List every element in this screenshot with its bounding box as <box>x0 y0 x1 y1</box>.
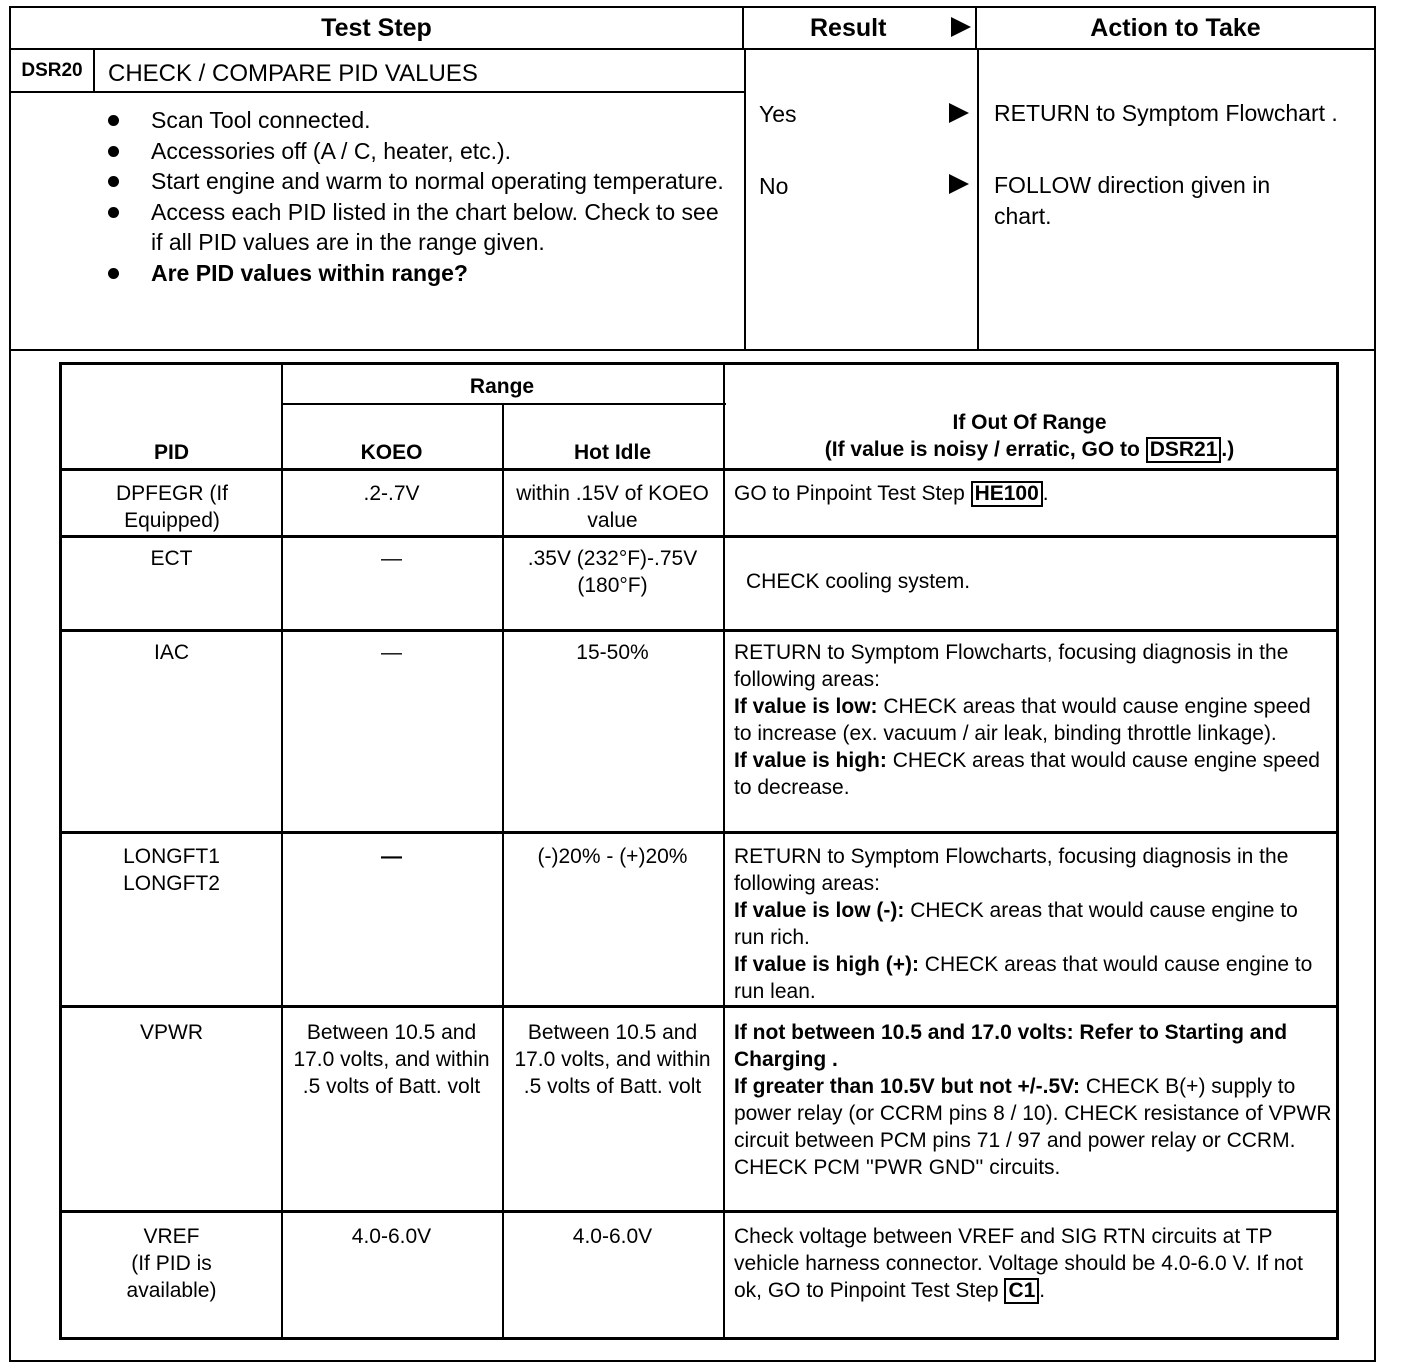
result-column-divider <box>744 50 746 349</box>
high-text: CHECK areas that would cause engine speed to decrease. <box>734 749 1320 799</box>
action-vpwr-greater <box>734 1073 1332 1181</box>
action-vref <box>734 1223 1332 1304</box>
hot-idle-dpfegr: within .15V of KOEO value <box>516 482 709 532</box>
greater-text: CHECK B(+) supply to power relay (or CCRM pins 8 / 10). CHECK resistance of VPWR circuit between PCM pins 71 / 97 and power relay or CCRM. CHECK PCM ''PWR GND'' circuits. <box>734 1075 1332 1179</box>
action-longft-high <box>734 951 1332 1005</box>
step-row <box>11 50 744 93</box>
koeo-vpwr: Between 10.5 and 17.0 volts, and within .5 volts of Batt. volt <box>293 1021 490 1098</box>
bullet-item: Access each PID listed in the chart below. Check to see if all PID values are in the range given. <box>107 197 727 258</box>
hot-idle-vref: 4.0-6.0V <box>572 1225 653 1248</box>
header-result <box>744 8 977 50</box>
action-vpwr-not-between: If not between 10.5 and 17.0 volts: Refer to Starting and Charging . <box>734 1021 1288 1071</box>
row-divider <box>62 1210 1336 1213</box>
action-iac <box>734 639 1332 801</box>
koeo-vref: 4.0-6.0V <box>351 1225 432 1248</box>
action-dpfegr-text: GO to Pinpoint Test Step <box>734 482 971 505</box>
action-vref-text: Check voltage between VREF and SIG RTN circuits at TP vehicle harness connector. Voltage should be 4.0-6.0 V. If not ok, GO to Pinpoint Test Step <box>734 1225 1303 1302</box>
col-header-pid: PID <box>153 441 189 464</box>
action-longft-intro: RETURN to Symptom Flowcharts, focusing diagnosis in the following areas: <box>734 845 1289 895</box>
action-column-divider <box>977 50 979 349</box>
result-no: No <box>759 173 789 199</box>
low-text: CHECK areas that would cause engine speed to increase (ex. vacuum / air leak, binding throttle linkage). <box>734 695 1311 745</box>
pid-longft <box>62 843 281 897</box>
row-divider <box>62 831 1336 834</box>
col-header-out-of-range <box>723 409 1336 463</box>
bullet-item: Accessories off (A / C, heater, etc.). <box>107 136 727 167</box>
c1-reference[interactable]: C1 <box>1004 1278 1039 1304</box>
action-iac-intro: RETURN to Symptom Flowcharts, focusing diagnosis in the following areas: <box>734 641 1289 691</box>
header-test-step: Test Step <box>11 8 744 50</box>
koeo-dpfegr: .2-.7V <box>363 482 420 505</box>
col-header-hot-idle: Hot Idle <box>574 441 651 464</box>
row-divider <box>62 468 1336 471</box>
action-dpfegr-suffix: . <box>1042 482 1049 505</box>
action-iac-low <box>734 693 1332 747</box>
greater-label: If greater than 10.5V but not +/-.5V: <box>734 1075 1080 1098</box>
pid-vref <box>62 1223 281 1304</box>
koeo-longft: — <box>381 845 402 868</box>
pid-vref-sub: (If PID is available) <box>126 1252 217 1302</box>
pid-range-table <box>59 362 1339 1340</box>
hot-idle-longft: (-)20% - (+)20% <box>537 845 688 868</box>
action-vpwr <box>734 1019 1332 1181</box>
row-divider <box>62 535 1336 538</box>
action-vref-suffix: . <box>1039 1279 1046 1302</box>
result-yes: Yes <box>759 101 797 127</box>
row-divider <box>62 1005 1336 1008</box>
high-label: If value is high: <box>734 749 887 772</box>
bullet-item: Start engine and warm to normal operating temperature. <box>107 166 727 197</box>
pid-vpwr: VPWR <box>140 1021 203 1044</box>
row-divider <box>62 629 1336 632</box>
section-divider <box>11 349 1374 351</box>
pid-dpfegr: DPFEGR (If Equipped) <box>115 482 228 532</box>
bullet-question: Are PID values within range? <box>107 258 727 289</box>
action-no: FOLLOW direction given in chart. <box>994 172 1271 229</box>
koeo-ect: — <box>381 547 402 570</box>
pid-vref-name: VREF <box>143 1225 200 1248</box>
low-label: If value is low: <box>734 695 878 718</box>
hot-idle-iac: 15-50% <box>576 641 649 664</box>
koeo-iac: — <box>381 641 402 664</box>
pid-iac: IAC <box>153 641 189 664</box>
header-result-label: Result <box>810 13 887 42</box>
pid-longft2: LONGFT2 <box>123 872 220 895</box>
action-iac-high <box>734 747 1332 801</box>
he100-reference[interactable]: HE100 <box>971 481 1043 507</box>
high-text: CHECK areas that would cause engine to run lean. <box>734 953 1313 1003</box>
step-bullet-list <box>107 105 727 288</box>
range-underline <box>281 403 726 405</box>
arrow-right-icon <box>949 103 969 123</box>
bullet-item: Scan Tool connected. <box>107 105 727 136</box>
dsr21-reference[interactable]: DSR21 <box>1146 437 1222 463</box>
noisy-note <box>723 436 1336 463</box>
pid-longft1: LONGFT1 <box>123 845 220 868</box>
col-header-range: Range <box>469 375 535 398</box>
test-step-page <box>9 6 1376 1362</box>
pid-ect: ECT <box>150 547 193 570</box>
action-ect: CHECK cooling system. <box>746 570 971 593</box>
out-of-range-title: If Out Of Range <box>952 411 1107 434</box>
action-yes: RETURN to Symptom Flowchart . <box>994 100 1338 126</box>
action-longft-low <box>734 897 1332 951</box>
low-label: If value is low (-): <box>734 899 905 922</box>
high-label: If value is high (+): <box>734 953 919 976</box>
hot-idle-vpwr: Between 10.5 and 17.0 volts, and within .5 volts of Batt. volt <box>514 1021 711 1098</box>
hot-idle-ect: .35V (232°F)-.75V (180°F) <box>527 547 698 597</box>
step-title: CHECK / COMPARE PID VALUES <box>108 60 478 87</box>
noisy-prefix: (If value is noisy / erratic, GO to <box>824 438 1146 461</box>
noisy-suffix: .) <box>1221 438 1235 461</box>
low-text: CHECK areas that would cause engine to run rich. <box>734 899 1298 949</box>
header-action: Action to Take <box>977 8 1374 50</box>
col-divider <box>723 365 725 1337</box>
arrow-right-icon <box>951 17 971 37</box>
action-longft <box>734 843 1332 1005</box>
arrow-right-icon <box>949 174 969 194</box>
col-header-koeo: KOEO <box>360 441 423 464</box>
action-dpfegr <box>734 480 1334 507</box>
col-divider <box>502 403 504 1337</box>
step-id: DSR20 <box>11 50 95 91</box>
